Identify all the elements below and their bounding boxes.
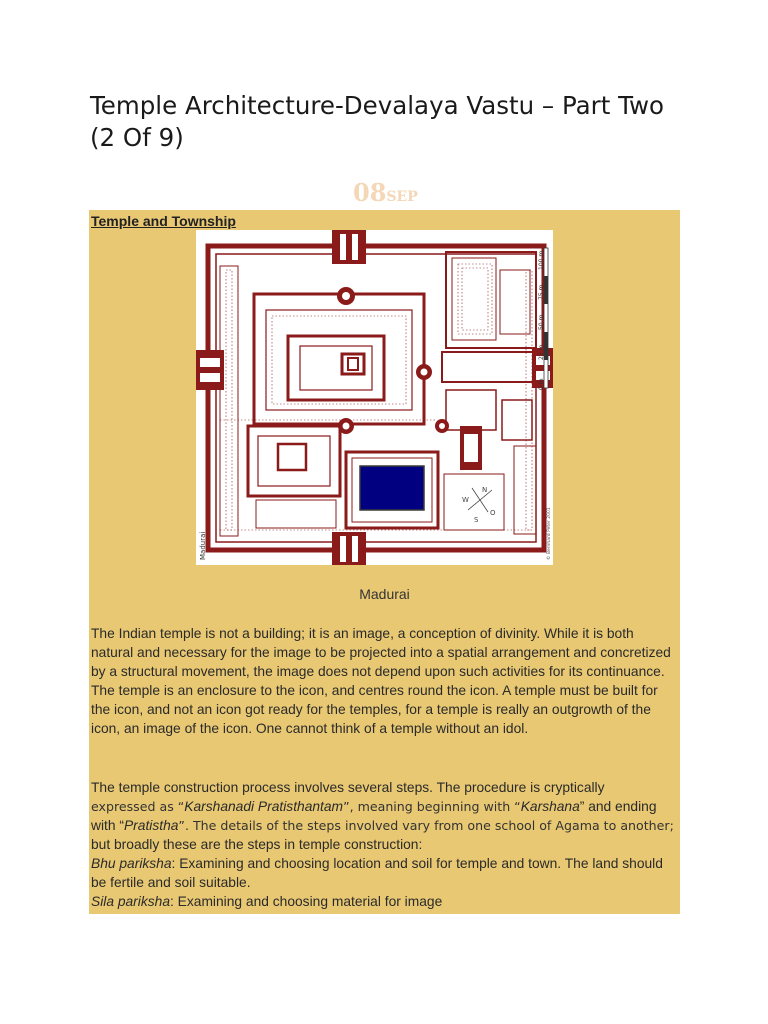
term-bhu-pariksha: Bhu pariksha: [91, 856, 172, 871]
p2-meaning: ”, meaning beginning with “: [343, 799, 521, 814]
date-stamp: [353, 178, 418, 207]
temple-tank: [360, 466, 424, 510]
plan-background: [196, 230, 553, 565]
scale-label-75: 75 m: [538, 284, 545, 300]
scale-label-100: 100 m: [538, 250, 545, 270]
compass-s: S: [474, 516, 479, 524]
p2-expressed-as: expressed as “: [91, 799, 185, 814]
date-month: SEP: [386, 189, 418, 205]
p2-details: ”. The details of the steps involved vary from one school of Agama to another;: [178, 818, 674, 833]
section-heading[interactable]: Temple and Township: [91, 213, 236, 229]
figure-caption: Madurai: [359, 586, 410, 602]
plan-label-madurai: Madurai: [199, 531, 207, 560]
paragraph-intro: The Indian temple is not a building; it is an image, a conception of divinity. While it is both natural and necessary for the image to be projected into a spatial arrangement and concretized by a structural movement, the image does not depend upon such activities for its continuance. The temple is an enclosure to the icon, and centres round the icon. A temple must be built for the icon, and not an icon got ready for the temples, for a temple is really an outgrowth of the icon, an image of the icon. One cannot think of a temple without an idol.: [91, 626, 671, 736]
term-karshanadi: Karshanadi Pratisthantam: [184, 799, 344, 814]
temple-plan-drawing: [196, 230, 553, 565]
sila-pariksha-text: : Examining and choosing material for image: [170, 894, 443, 909]
p2-broadly: but broadly these are the steps in temple construction:: [91, 837, 423, 852]
paragraph-construction: [91, 778, 677, 911]
p2-with: with “: [91, 818, 124, 833]
temple-plan-figure: [196, 230, 553, 565]
scale-label-0: 0 m: [538, 378, 545, 390]
compass-n: N: [482, 486, 488, 494]
date-day: 08: [353, 178, 387, 207]
page-title: Temple Architecture-Devalaya Vastu – Part Two (2 Of 9): [90, 91, 665, 152]
p2-line1: The temple construction process involves several steps. The procedure is cryptically: [91, 780, 605, 795]
term-karshana: Karshana: [520, 799, 580, 814]
scale-label-50: 50 m: [538, 314, 545, 330]
term-pratistha: Pratistha: [123, 818, 179, 833]
p2-ending: ” and ending: [579, 799, 657, 814]
scale-label-25: 25 m: [538, 344, 545, 360]
article-content: [89, 210, 680, 914]
bhu-pariksha-text: : Examining and choosing location and soil for temple and town. The land should be fertile and soil suitable.: [91, 856, 663, 890]
plan-credit: © Bernhard Peter 2001: [547, 507, 552, 560]
compass-w: W: [462, 496, 469, 504]
compass-o: O: [490, 509, 496, 517]
term-sila-pariksha: Sila pariksha: [91, 894, 170, 909]
